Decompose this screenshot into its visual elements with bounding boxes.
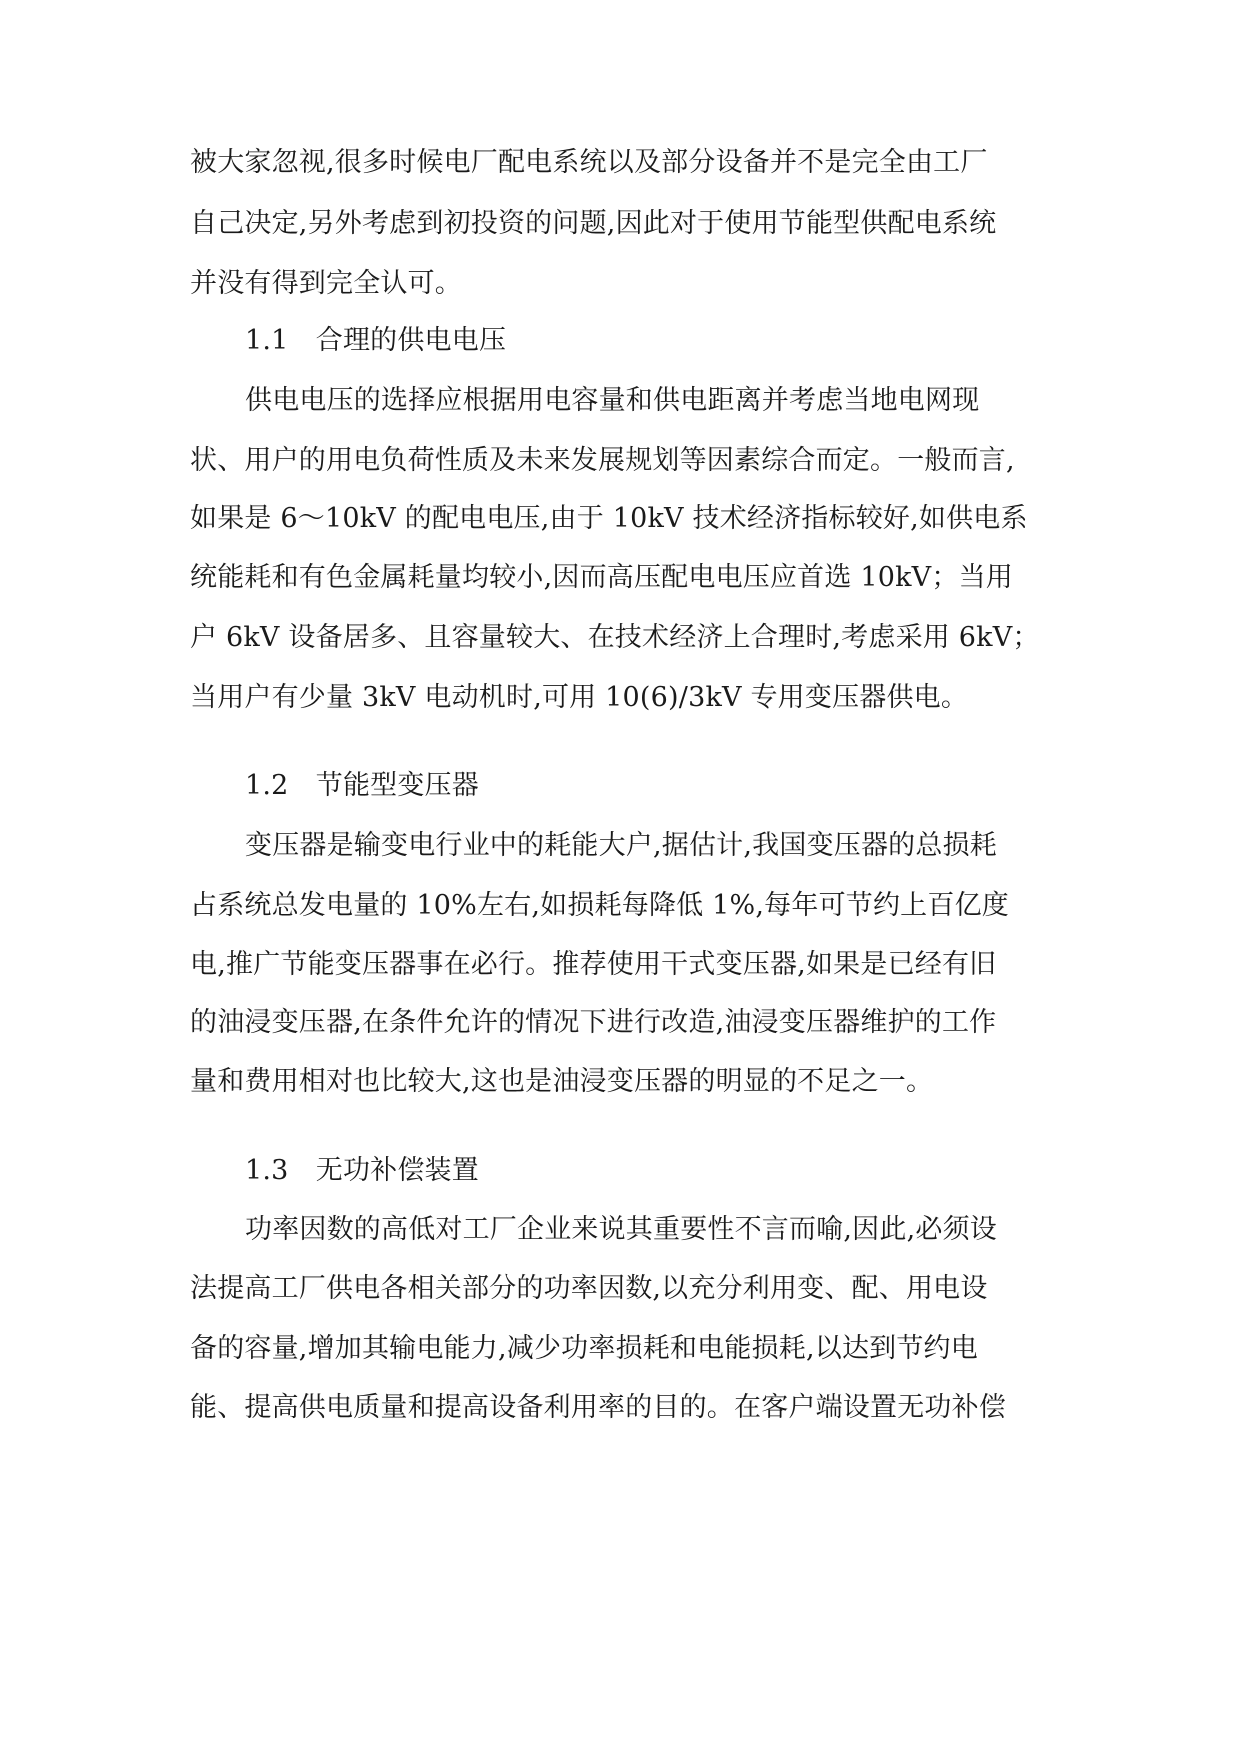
paragraph-line: 能、提高供电质量和提高设备利用率的目的。在客户端设置无功补偿 bbox=[190, 1392, 1006, 1423]
paragraph-line: 电,推广节能变压器事在必行。推荐使用干式变压器,如果是已经有旧 bbox=[190, 949, 997, 980]
paragraph-line: 供电电压的选择应根据用电容量和供电距离并考虑当地电网现 bbox=[245, 385, 980, 416]
paragraph-line: 并没有得到完全认可。 bbox=[190, 268, 462, 299]
paragraph-line: 法提高工厂供电各相关部分的功率因数,以充分利用变、配、用电设 bbox=[190, 1273, 988, 1304]
paragraph-line: 统能耗和有色金属耗量均较小,因而高压配电电压应首选 10kV；当用 bbox=[190, 562, 1013, 593]
paragraph-line: 功率因数的高低对工厂企业来说其重要性不言而喻,因此,必须设 bbox=[245, 1214, 997, 1245]
paragraph-line: 变压器是输变电行业中的耗能大户,据估计,我国变压器的总损耗 bbox=[245, 830, 997, 861]
paragraph-line: 被大家忽视,很多时候电厂配电系统以及部分设备并不是完全由工厂 bbox=[190, 147, 988, 178]
paragraph-line: 如果是 6～10kV 的配电电压,由于 10kV 技术经济指标较好,如供电系 bbox=[190, 503, 1028, 534]
paragraph-line: 备的容量,增加其输电能力,减少功率损耗和电能损耗,以达到节约电 bbox=[190, 1333, 978, 1364]
section-heading-1-1: 1.1 合理的供电电压 bbox=[245, 325, 507, 356]
paragraph-line: 占系统总发电量的 10%左右,如损耗每降低 1%,每年可节约上百亿度 bbox=[190, 890, 1009, 921]
paragraph-line: 户 6kV 设备居多、且容量较大、在技术经济上合理时,考虑采用 6kV； bbox=[190, 622, 1040, 653]
paragraph-line: 当用户有少量 3kV 电动机时,可用 10(6)/3kV 专用变压器供电。 bbox=[190, 682, 969, 713]
paragraph-line: 状、用户的用电负荷性质及未来发展规划等因素综合而定。一般而言, bbox=[190, 445, 1015, 476]
section-heading-1-3: 1.3 无功补偿装置 bbox=[245, 1155, 479, 1186]
paragraph-line: 的油浸变压器,在条件允许的情况下进行改造,油浸变压器维护的工作 bbox=[190, 1007, 997, 1038]
section-heading-1-2: 1.2 节能型变压器 bbox=[245, 770, 479, 801]
paragraph-line: 自己决定,另外考虑到初投资的问题,因此对于使用节能型供配电系统 bbox=[190, 208, 997, 239]
paragraph-line: 量和费用相对也比较大,这也是油浸变压器的明显的不足之一。 bbox=[190, 1066, 934, 1097]
